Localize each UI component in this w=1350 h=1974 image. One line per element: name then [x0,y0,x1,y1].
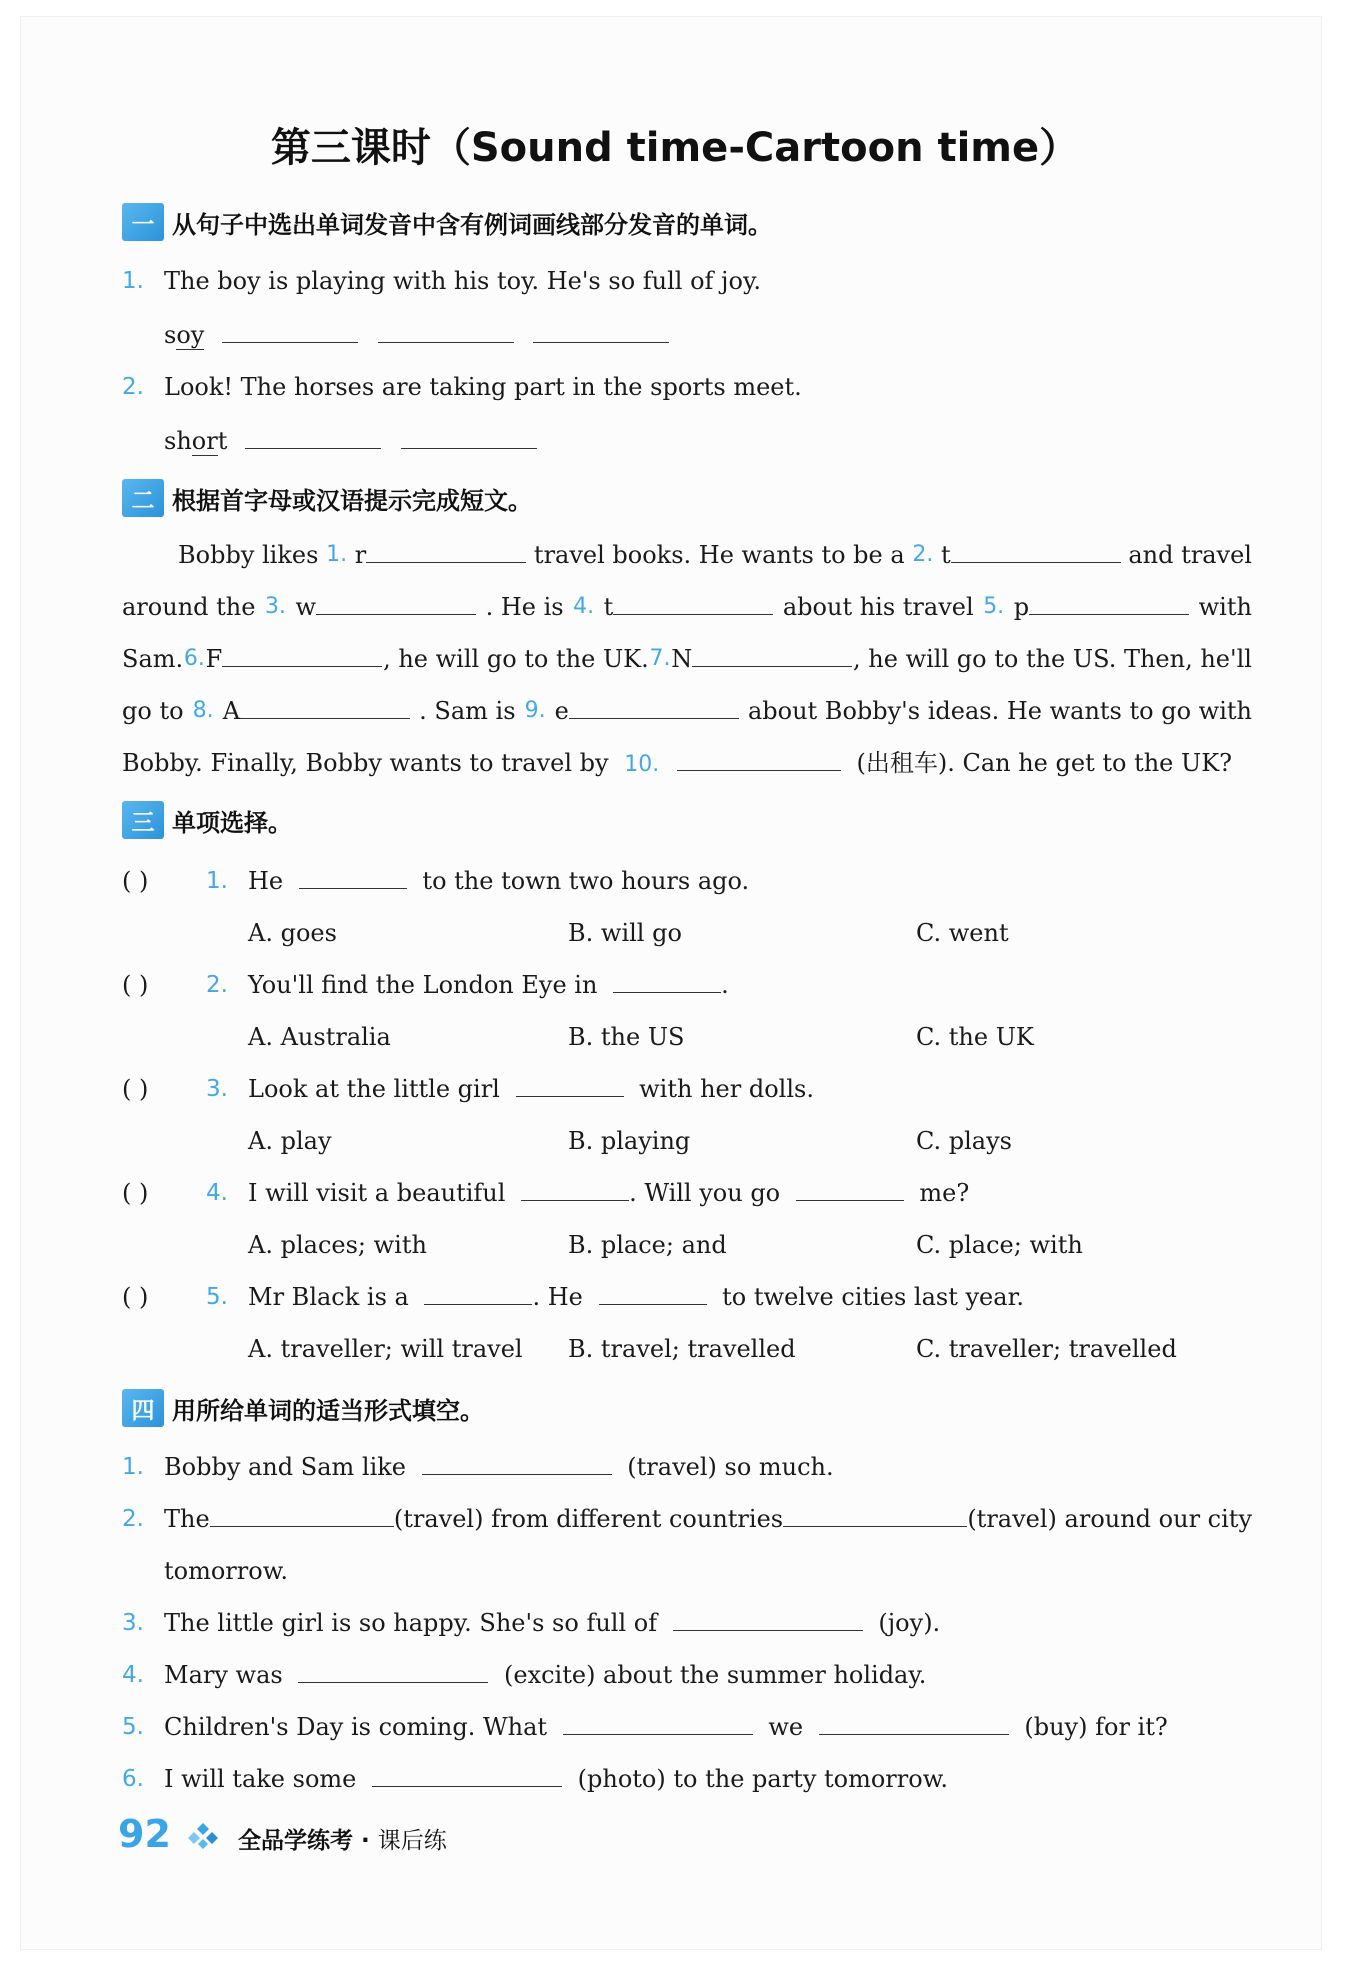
question-number: 4. [122,1662,144,1688]
section-1-heading [122,202,772,242]
question-text: I will visit a beautiful . Will you go me? [248,1176,969,1210]
answer-blank[interactable] [569,694,739,719]
answer-blank[interactable] [401,424,537,449]
answer-parentheses[interactable]: ( ) [122,971,149,999]
option-b[interactable]: B. travel; travelled [568,1335,796,1363]
answer-blank[interactable] [210,1502,394,1527]
answer-parentheses[interactable]: ( ) [122,1179,149,1207]
section-badge: 三 [122,801,164,839]
question-text: Mary was (excite) about the summer holiday. [164,1658,926,1692]
question-text: Mr Black is a . He to twelve cities last year. [248,1280,1024,1314]
answer-blank[interactable] [378,318,514,343]
question-number: 1. [122,268,144,294]
answer-blank[interactable] [521,1176,629,1201]
answer-blank[interactable] [222,642,382,667]
answer-blank[interactable] [366,538,526,563]
question-text: I will take some (photo) to the party tomorrow. [164,1762,948,1796]
brand-subtitle: 课后练 [377,1828,447,1854]
example-word: short [164,427,228,455]
answer-blank[interactable] [563,1710,753,1735]
example-word: soy [164,321,205,349]
section-2-heading [122,478,532,518]
question-text-continued: tomorrow. [164,1557,289,1585]
section-heading-text: 根据首字母或汉语提示完成短文。 [172,486,532,515]
question-text: The (travel) from different countries (travel) around our city [164,1502,1252,1536]
answer-blank[interactable] [533,318,669,343]
question-text: You'll find the London Eye in . [248,968,729,1002]
question-text: Children's Day is coming. What we (buy) for it? [164,1710,1168,1744]
section-heading-text: 单项选择。 [172,808,292,837]
option-b[interactable]: B. will go [568,919,682,947]
question-number: 2. [122,374,144,400]
page-title: 第三课时（Sound time-Cartoon time） [270,125,1080,171]
answer-blank[interactable] [1029,590,1189,615]
section-3-heading [122,800,292,840]
passage-line: go to 8. A . Sam is 9. e about Bobby's ideas. He wants to go with [122,694,1252,728]
question-number: 2. [122,1506,144,1532]
answer-blank[interactable] [240,694,410,719]
option-c[interactable]: C. the UK [916,1023,1034,1051]
option-a[interactable]: A. goes [248,919,337,947]
passage-line: Bobby likes 1. r travel books. He wants to be a 2. t and travel [122,538,1252,572]
option-c[interactable]: C. traveller; travelled [916,1335,1177,1363]
question-text: Look! The horses are taking part in the sports meet. [164,373,802,401]
option-a[interactable]: A. play [248,1127,332,1155]
option-a[interactable]: A. traveller; will travel [248,1335,523,1363]
option-a[interactable]: A. Australia [248,1023,391,1051]
brand-name: 全品学练考 [238,1828,353,1854]
question-number: 3. [122,1610,144,1636]
option-b[interactable]: B. the US [568,1023,685,1051]
section-badge: 二 [122,479,164,517]
answer-blank[interactable] [245,424,381,449]
question-number: 2. [206,972,228,998]
answer-blank[interactable] [516,1072,624,1097]
answer-blank[interactable] [796,1176,904,1201]
example-word-row [164,424,537,458]
question-number: 5. [122,1714,144,1740]
question-text: The little girl is so happy. She's so full of (joy). [164,1606,940,1640]
question-text: He to the town two hours ago. [248,864,749,898]
passage-line: around the 3. w . He is 4. t about his travel 5. p with [122,590,1252,624]
option-c[interactable]: C. went [916,919,1009,947]
section-4-heading [122,1388,484,1428]
answer-blank[interactable] [422,1450,612,1475]
passage-line: Sam. 6. F , he will go to the UK. 7. N , he will go to the US. Then, he'll [122,642,1252,676]
answer-blank[interactable] [424,1280,532,1305]
question-text: The boy is playing with his toy. He's so full of joy. [164,267,761,295]
answer-blank[interactable] [222,318,358,343]
diamond-cluster-icon [186,1822,220,1856]
answer-parentheses[interactable]: ( ) [122,1283,149,1311]
answer-parentheses[interactable]: ( ) [122,867,149,895]
question-text: Look at the little girl with her dolls. [248,1072,814,1106]
question-number: 4. [206,1180,228,1206]
page-number: 92 [118,1812,171,1856]
option-b[interactable]: B. playing [568,1127,691,1155]
footer-brand: 全品学练考 · 课后练 [238,1828,447,1854]
passage-line: Bobby. Finally, Bobby wants to travel by 10. (出租车). Can he get to the UK? [122,746,1252,782]
section-badge: 四 [122,1389,164,1427]
option-a[interactable]: A. places; with [248,1231,427,1259]
answer-blank[interactable] [316,590,476,615]
answer-blank[interactable] [673,1606,863,1631]
answer-blank[interactable] [372,1762,562,1787]
option-c[interactable]: C. place; with [916,1231,1083,1259]
answer-blank[interactable] [819,1710,1009,1735]
answer-blank[interactable] [613,590,773,615]
answer-blank[interactable] [613,968,721,993]
question-number: 5. [206,1284,228,1310]
answer-blank[interactable] [298,1658,488,1683]
option-b[interactable]: B. place; and [568,1231,727,1259]
option-c[interactable]: C. plays [916,1127,1012,1155]
answer-parentheses[interactable]: ( ) [122,1075,149,1103]
question-number: 6. [122,1766,144,1792]
example-word-row [164,318,669,352]
section-heading-text: 用所给单词的适当形式填空。 [172,1396,484,1425]
question-number: 1. [206,868,228,894]
answer-blank[interactable] [299,864,407,889]
answer-blank[interactable] [951,538,1121,563]
question-number: 3. [206,1076,228,1102]
question-text: Bobby and Sam like (travel) so much. [164,1450,834,1484]
answer-blank[interactable] [783,1502,967,1527]
answer-blank[interactable] [677,746,841,771]
answer-blank[interactable] [599,1280,707,1305]
answer-blank[interactable] [692,642,852,667]
question-number: 1. [122,1454,144,1480]
section-heading-text: 从句子中选出单词发音中含有例词画线部分发音的单词。 [172,210,772,239]
section-badge: 一 [122,203,164,241]
